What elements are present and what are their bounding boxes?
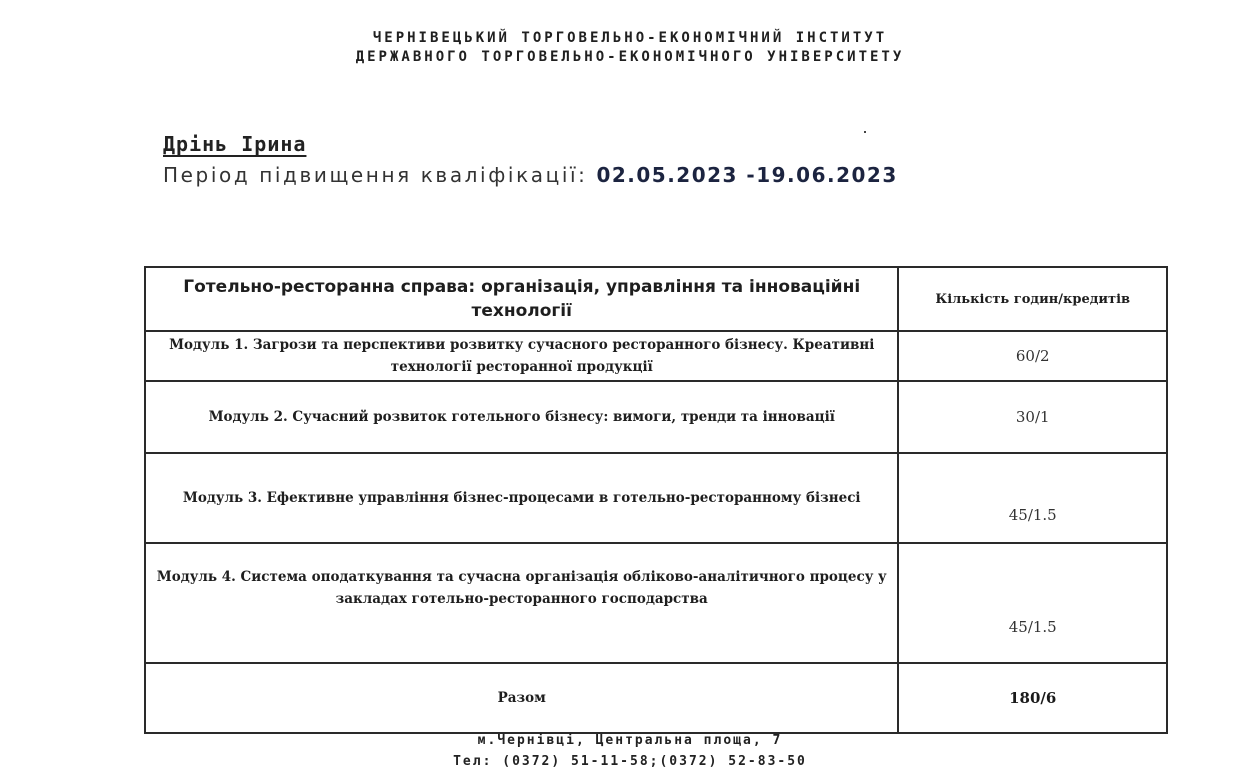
module-title: Модуль 1. Загрози та перспективи розвитку сучасного ресторанного бізнесу. Креативні технології ресторанної продукції: [145, 331, 898, 381]
institute-name-line-1: ЧЕРНІВЕЦЬКИЙ ТОРГОВЕЛЬНО-ЕКОНОМІЧНИЙ ІНСТИТУТ: [372, 30, 888, 46]
module-hours: 30/1: [898, 381, 1167, 453]
module-title: Модуль 3. Ефективне управління бізнес-процесами в готельно-ресторанному бізнесі: [145, 453, 898, 543]
modules-table: [144, 266, 1168, 734]
training-period: [163, 163, 898, 187]
table-row: [145, 331, 1167, 381]
period-label: Період підвищення кваліфікації:: [163, 163, 588, 187]
module-title: Модуль 2. Сучасний розвиток готельного бізнесу: вимоги, тренди та інновації: [145, 381, 898, 453]
table-row: [145, 543, 1167, 663]
module-hours: 45/1.5: [898, 453, 1167, 543]
address-line: м.Чернівці, Центральна площа, 7: [477, 733, 783, 748]
total-row: [145, 663, 1167, 733]
table-row: [145, 381, 1167, 453]
module-title: Модуль 4. Система оподаткування та сучасна організація обліково-аналітичного процесу у закладах готельно-ресторанного господарства: [145, 543, 898, 663]
table-row: [145, 453, 1167, 543]
table-header-row: [145, 267, 1167, 331]
hours-column-header: Кількість годин/кредитів: [898, 267, 1167, 331]
course-title: Готельно-ресторанна справа: організація, управління та інноваційні технології: [145, 267, 898, 331]
total-value: 180/6: [898, 663, 1167, 733]
period-dates: 02.05.2023 -19.06.2023: [596, 163, 898, 187]
scan-speck: [864, 131, 866, 133]
total-label: Разом: [145, 663, 898, 733]
phone-line: Тел: (0372) 51-11-58;(0372) 52-83-50: [453, 754, 807, 769]
module-hours: 60/2: [898, 331, 1167, 381]
person-name: Дрінь Ірина: [163, 132, 307, 156]
module-hours: 45/1.5: [898, 543, 1167, 663]
institute-name-line-2: ДЕРЖАВНОГО ТОРГОВЕЛЬНО-ЕКОНОМІЧНОГО УНІВЕРСИТЕТУ: [355, 49, 905, 65]
